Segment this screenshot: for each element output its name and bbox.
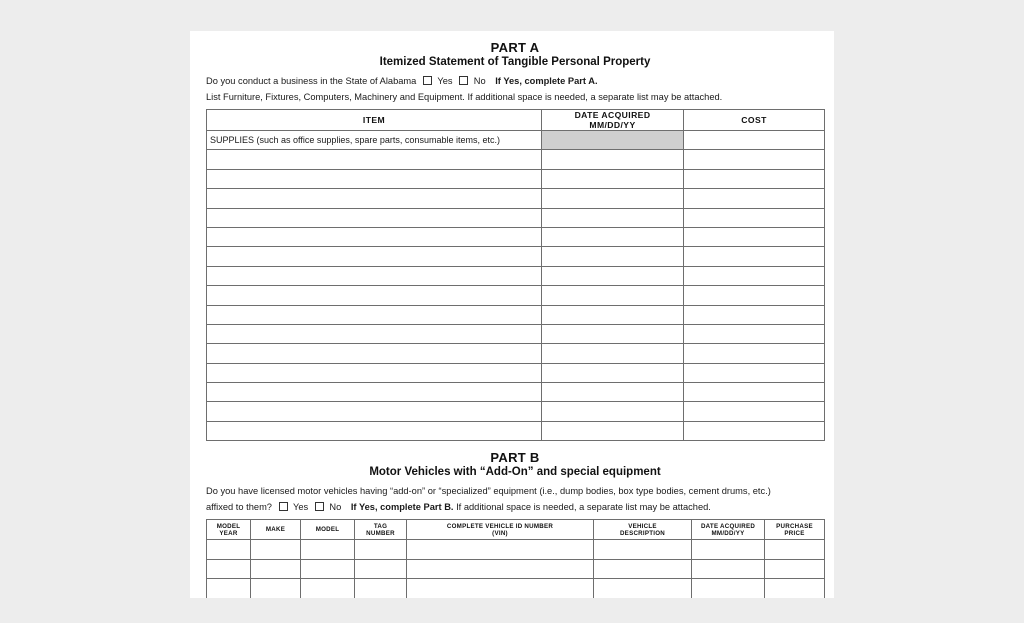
part-b-question-line1: Do you have licensed motor vehicles having “add-on” or “specialized” equipment (i.e., dump bodies, box type bodies, cement drums, etc.) xyxy=(206,486,771,497)
part-a-cost-cell[interactable] xyxy=(684,363,825,382)
part-b-date-cell[interactable] xyxy=(692,559,765,579)
part-a-item-cell[interactable] xyxy=(207,169,542,188)
part-b-table xyxy=(206,519,825,598)
part-b-make-cell[interactable] xyxy=(251,540,301,560)
part-a-cost-cell[interactable] xyxy=(684,266,825,285)
part-a-date-cell[interactable] xyxy=(542,286,684,305)
part-a-date-cell[interactable] xyxy=(542,421,684,440)
part-b-header-3-label: MODEL xyxy=(315,526,340,534)
part-a-item-cell[interactable] xyxy=(207,363,542,382)
part-b-price-cell[interactable] xyxy=(765,579,825,598)
part-b-table-wrap xyxy=(206,519,824,598)
part-a-item-cell[interactable] xyxy=(207,344,542,363)
part-b-tag-cell[interactable] xyxy=(355,579,407,598)
table-row xyxy=(207,227,825,246)
part-b-header-8-label: PURCHASE xyxy=(776,522,813,530)
part-b-header-5 xyxy=(407,520,594,540)
part-a-cost-cell[interactable] xyxy=(684,324,825,343)
table-row xyxy=(207,189,825,208)
table-row xyxy=(207,383,825,402)
part-b-vin-cell[interactable] xyxy=(407,559,594,579)
part-b-header-7-label: DATE ACQUIRED xyxy=(700,522,756,530)
part-a-no-label: No xyxy=(473,76,486,86)
part-a-question-text: Do you conduct a business in the State of Alabama xyxy=(206,76,417,86)
part-b-note: If additional space is needed, a separate list may be attached. xyxy=(456,502,711,513)
part-a-no-checkbox[interactable] xyxy=(459,76,468,85)
part-a-date-cell[interactable] xyxy=(542,227,684,246)
part-a-cost-cell[interactable] xyxy=(684,305,825,324)
part-b-yes-checkbox[interactable] xyxy=(279,502,288,511)
table-row xyxy=(207,247,825,266)
part-b-header-6-sub: DESCRIPTION xyxy=(619,529,666,537)
part-a-cost-cell[interactable] xyxy=(684,208,825,227)
part-a-section xyxy=(206,41,824,441)
part-a-cost-cell[interactable] xyxy=(684,421,825,440)
part-b-model-year-cell[interactable] xyxy=(207,540,251,560)
part-b-description-cell[interactable] xyxy=(594,579,692,598)
part-a-item-cell[interactable] xyxy=(207,227,542,246)
part-a-header-cost xyxy=(684,110,825,131)
part-a-yes-label: Yes xyxy=(437,76,453,86)
part-a-subtitle: Itemized Statement of Tangible Personal Property xyxy=(379,56,651,68)
table-row xyxy=(207,421,825,440)
part-b-tag-cell[interactable] xyxy=(355,559,407,579)
part-b-header-1-sub: YEAR xyxy=(219,529,238,537)
part-a-item-cell[interactable] xyxy=(207,421,542,440)
part-b-description-cell[interactable] xyxy=(594,540,692,560)
part-b-header-4 xyxy=(355,520,407,540)
part-b-date-cell[interactable] xyxy=(692,540,765,560)
table-row xyxy=(207,305,825,324)
part-b-date-cell[interactable] xyxy=(692,579,765,598)
part-b-instruction: If Yes, complete Part B. xyxy=(350,502,454,513)
table-row xyxy=(207,208,825,227)
part-b-header-1-label: MODEL xyxy=(216,522,241,530)
part-a-question-row xyxy=(206,75,824,88)
part-a-date-cell[interactable] xyxy=(542,169,684,188)
part-a-date-cell[interactable] xyxy=(542,402,684,421)
part-a-header-item xyxy=(207,110,542,131)
part-b-header-3 xyxy=(301,520,355,540)
part-a-supplies-label: SUPPLIES (such as office supplies, spare parts, consumable items, etc.) xyxy=(207,131,542,150)
part-a-title: PART A xyxy=(490,40,540,55)
part-b-model-year-cell[interactable] xyxy=(207,559,251,579)
part-a-item-cell[interactable] xyxy=(207,286,542,305)
part-a-date-cell[interactable] xyxy=(542,208,684,227)
table-row xyxy=(207,324,825,343)
part-a-item-cell[interactable] xyxy=(207,266,542,285)
part-a-header-date-sub: MM/DD/YY xyxy=(589,120,636,130)
part-a-header-item-label: ITEM xyxy=(362,115,386,125)
part-a-date-cell[interactable] xyxy=(542,344,684,363)
part-b-header-row xyxy=(207,520,825,540)
part-a-date-cell[interactable] xyxy=(542,247,684,266)
part-b-no-label: No xyxy=(329,502,342,513)
part-b-vin-cell[interactable] xyxy=(407,579,594,598)
part-a-table xyxy=(206,109,825,441)
part-a-date-cell[interactable] xyxy=(542,383,684,402)
part-b-header-7-sub: MM/DD/YY xyxy=(711,529,745,537)
part-b-header-6-label: VEHICLE xyxy=(628,522,657,530)
part-a-item-cell[interactable] xyxy=(207,189,542,208)
part-a-supplies-date-cell xyxy=(542,131,684,150)
part-b-header-4-sub: NUMBER xyxy=(366,529,395,537)
part-a-cost-cell[interactable] xyxy=(684,383,825,402)
part-b-header-1 xyxy=(207,520,251,540)
part-a-yes-checkbox[interactable] xyxy=(423,76,432,85)
part-a-item-cell[interactable] xyxy=(207,150,542,169)
part-a-item-cell[interactable] xyxy=(207,208,542,227)
part-b-tag-cell[interactable] xyxy=(355,540,407,560)
part-b-header-5-label: COMPLETE VEHICLE ID NUMBER xyxy=(446,522,554,530)
part-a-cost-cell[interactable] xyxy=(684,247,825,266)
part-b-yes-label: Yes xyxy=(293,502,309,513)
part-a-cost-cell[interactable] xyxy=(684,227,825,246)
part-a-item-cell[interactable] xyxy=(207,305,542,324)
part-b-model-cell[interactable] xyxy=(301,559,355,579)
part-b-header-2-label: MAKE xyxy=(265,526,286,534)
part-b-title: PART B xyxy=(490,450,540,466)
part-a-item-cell[interactable] xyxy=(207,383,542,402)
part-a-cost-cell[interactable] xyxy=(684,189,825,208)
part-b-header-7 xyxy=(692,520,765,540)
part-a-cost-cell[interactable] xyxy=(684,402,825,421)
table-row xyxy=(207,344,825,363)
table-row xyxy=(207,559,825,579)
part-a-date-cell[interactable] xyxy=(542,189,684,208)
part-a-item-cell[interactable] xyxy=(207,247,542,266)
part-a-cost-cell[interactable] xyxy=(684,286,825,305)
table-row xyxy=(207,131,825,150)
part-a-instruction: If Yes, complete Part A. xyxy=(495,76,598,86)
part-a-cost-cell[interactable] xyxy=(684,344,825,363)
part-b-model-cell[interactable] xyxy=(301,579,355,598)
part-a-item-cell[interactable] xyxy=(207,402,542,421)
part-a-header-date-label: DATE ACQUIRED xyxy=(574,110,651,120)
part-b-header-2 xyxy=(251,520,301,540)
part-a-supplies-cost-cell[interactable] xyxy=(684,131,825,150)
part-b-header-8-sub: PRICE xyxy=(784,529,805,537)
table-row xyxy=(207,150,825,169)
part-b-make-cell[interactable] xyxy=(251,559,301,579)
part-b-model-cell[interactable] xyxy=(301,540,355,560)
part-a-date-cell[interactable] xyxy=(542,324,684,343)
part-a-cost-cell[interactable] xyxy=(684,169,825,188)
part-b-header-6 xyxy=(594,520,692,540)
part-b-price-cell[interactable] xyxy=(765,540,825,560)
part-a-cost-cell[interactable] xyxy=(684,150,825,169)
part-b-subtitle: Motor Vehicles with “Add-On” and special equipment xyxy=(369,466,661,479)
part-b-description-cell[interactable] xyxy=(594,559,692,579)
part-a-table-body xyxy=(207,131,825,441)
part-b-make-cell[interactable] xyxy=(251,579,301,598)
table-row xyxy=(207,286,825,305)
form-page xyxy=(190,31,834,598)
part-b-price-cell[interactable] xyxy=(765,559,825,579)
table-row xyxy=(207,169,825,188)
part-b-question-line2 xyxy=(206,501,824,514)
part-a-date-cell[interactable] xyxy=(542,266,684,285)
part-a-item-cell[interactable] xyxy=(207,324,542,343)
part-a-date-cell[interactable] xyxy=(542,363,684,382)
part-b-vin-cell[interactable] xyxy=(407,540,594,560)
part-b-question-text: affixed to them? xyxy=(206,502,272,513)
part-b-table-body xyxy=(207,540,825,598)
table-row xyxy=(207,363,825,382)
part-b-no-checkbox[interactable] xyxy=(315,502,324,511)
part-a-header-date xyxy=(542,110,684,131)
part-b-header-5-sub: (VIN) xyxy=(492,529,508,537)
part-a-note: List Furniture, Fixtures, Computers, Machinery and Equipment. If additional space is needed, a separate list may be attached. xyxy=(206,92,723,102)
form-content xyxy=(206,31,824,598)
part-a-header-cost-label: COST xyxy=(741,115,767,125)
part-a-header-row xyxy=(207,110,825,131)
part-b-header-8 xyxy=(765,520,825,540)
part-b-section xyxy=(206,451,824,598)
part-a-date-cell[interactable] xyxy=(542,305,684,324)
part-b-model-year-cell[interactable] xyxy=(207,579,251,598)
table-row xyxy=(207,402,825,421)
table-row xyxy=(207,266,825,285)
table-row xyxy=(207,579,825,598)
part-a-date-cell[interactable] xyxy=(542,150,684,169)
table-row xyxy=(207,540,825,560)
part-b-header-4-label: TAG xyxy=(373,522,388,530)
